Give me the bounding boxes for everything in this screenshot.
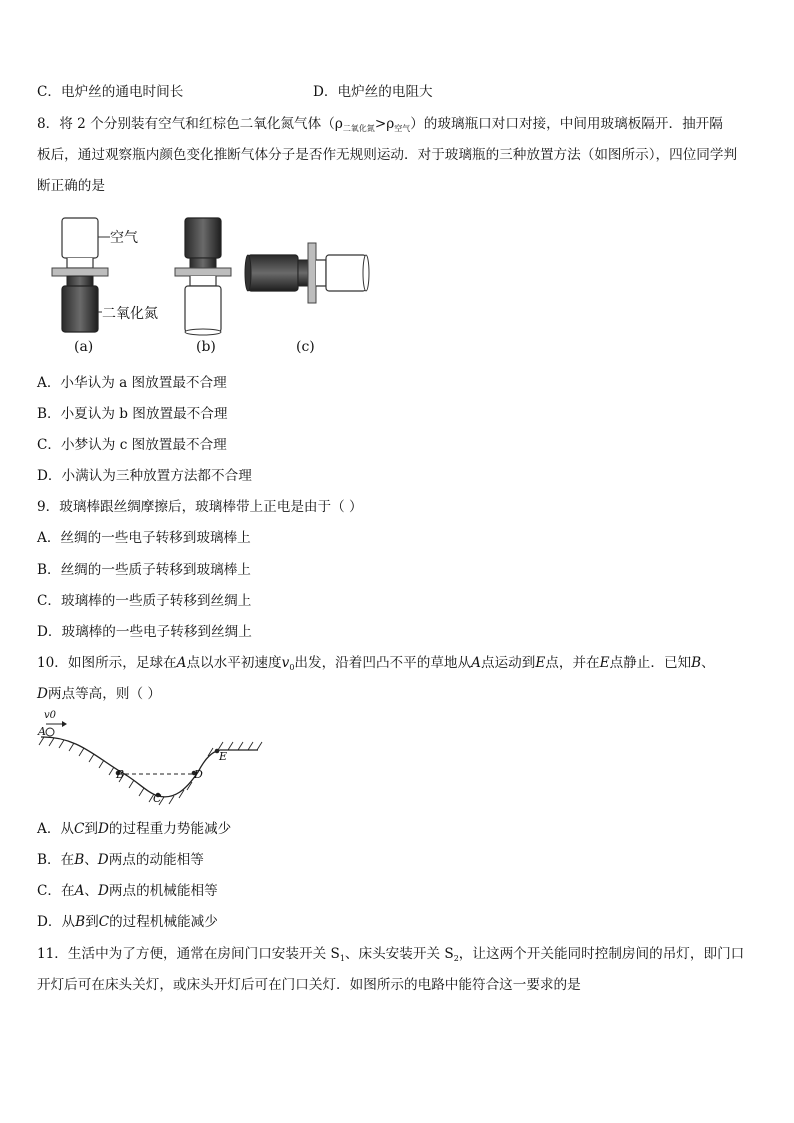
label-v0: v0	[44, 710, 57, 721]
q9-option-d: D．玻璃棒的一些电子转移到丝绸上	[37, 624, 252, 640]
terrain-line	[41, 737, 258, 797]
label-fig-d: D	[194, 768, 203, 781]
bottle-b-air	[185, 276, 221, 335]
label-fig-e: E	[219, 750, 228, 763]
label-no2: 二氧化氮	[102, 306, 158, 322]
q9-option-a: A．丝绸的一些电子转移到玻璃棒上	[37, 530, 251, 546]
label-b: (b)	[196, 339, 216, 355]
label-fig-b: B	[116, 768, 125, 781]
q10-stem-line1: 10．如图所示，足球在A点以水平初速度$v_0$出发，沿着凹凸不平的草地从A点运动到E点，并在E点静止．已知B、	[37, 655, 715, 672]
label-air: 空气	[110, 230, 138, 246]
q10-option-d: D．从B到C的过程机械能减少	[37, 914, 218, 930]
bottle-c-air	[316, 255, 369, 291]
q11-stem-line1: 11．生活中为了方便，通常在房间门口安装开关 $S_1$、床头安装开关 $S_2$，让这两个开关能同时控制房间的吊灯，即门口	[37, 946, 745, 963]
q9-option-c: C．玻璃棒的一些质子转移到丝绸上	[37, 593, 252, 609]
q10-option-c: C．在A、D两点的机械能相等	[37, 883, 218, 899]
q10-figure-terrain	[36, 712, 266, 812]
q8-option-a: A．小华认为 a 图放置最不合理	[37, 375, 227, 391]
q7-option-d: D．电炉丝的电阻大	[313, 84, 433, 100]
label-c: (c)	[296, 339, 315, 355]
glass-plate-c	[308, 243, 316, 303]
q8-figure-bottles	[40, 215, 380, 360]
q10-option-b: B．在B、D两点的动能相等	[37, 852, 204, 868]
ball-a	[46, 728, 54, 736]
bottle-a-no2	[62, 276, 98, 332]
label-fig-c: C	[153, 792, 162, 805]
q8-stem-line2: 板后，通过观察瓶内颜色变化推断气体分子是否作无规则运动．对于玻璃瓶的三种放置方法（如图所示），四位同学判	[37, 147, 738, 163]
q10-stem-line2: D两点等高，则（ ）	[37, 686, 161, 702]
bottle-b-no2	[185, 218, 221, 268]
terrain-diagram	[36, 712, 266, 812]
q9-option-b: B．丝绸的一些质子转移到玻璃棒上	[37, 562, 251, 578]
glass-plate-b	[175, 268, 231, 276]
q8-option-d: D．小满认为三种放置方法都不合理	[37, 468, 252, 484]
bottle-a-air	[62, 218, 98, 268]
q10-option-a: A．从C到D的过程重力势能减少	[37, 821, 232, 837]
q8-option-b: B．小夏认为 b 图放置最不合理	[37, 406, 228, 422]
label-fig-a: A	[38, 725, 46, 738]
glass-plate-a	[52, 268, 108, 276]
q8-stem-line1: 8．将 2 个分别装有空气和红棕色二氧化氮气体$(\rho_{二氧化氮}>\rho_{空气})$的玻璃瓶口对口对接，中间用玻璃板隔开．抽开隔	[37, 116, 723, 133]
q8-option-c: C．小梦认为 c 图放置最不合理	[37, 437, 227, 453]
label-a: (a)	[74, 339, 94, 355]
q9-stem: 9．玻璃棒跟丝绸摩擦后，玻璃棒带上正电是由于（ ）	[37, 499, 363, 515]
bottle-c-no2	[245, 255, 308, 291]
q7-option-c: C．电炉丝的通电时间长	[37, 84, 184, 100]
q8-stem-line3: 断正确的是	[37, 178, 105, 194]
q11-stem-line2: 开灯后可在床头关灯，或床头开灯后可在门口关灯．如图所示的电路中能符合这一要求的是	[37, 977, 581, 993]
